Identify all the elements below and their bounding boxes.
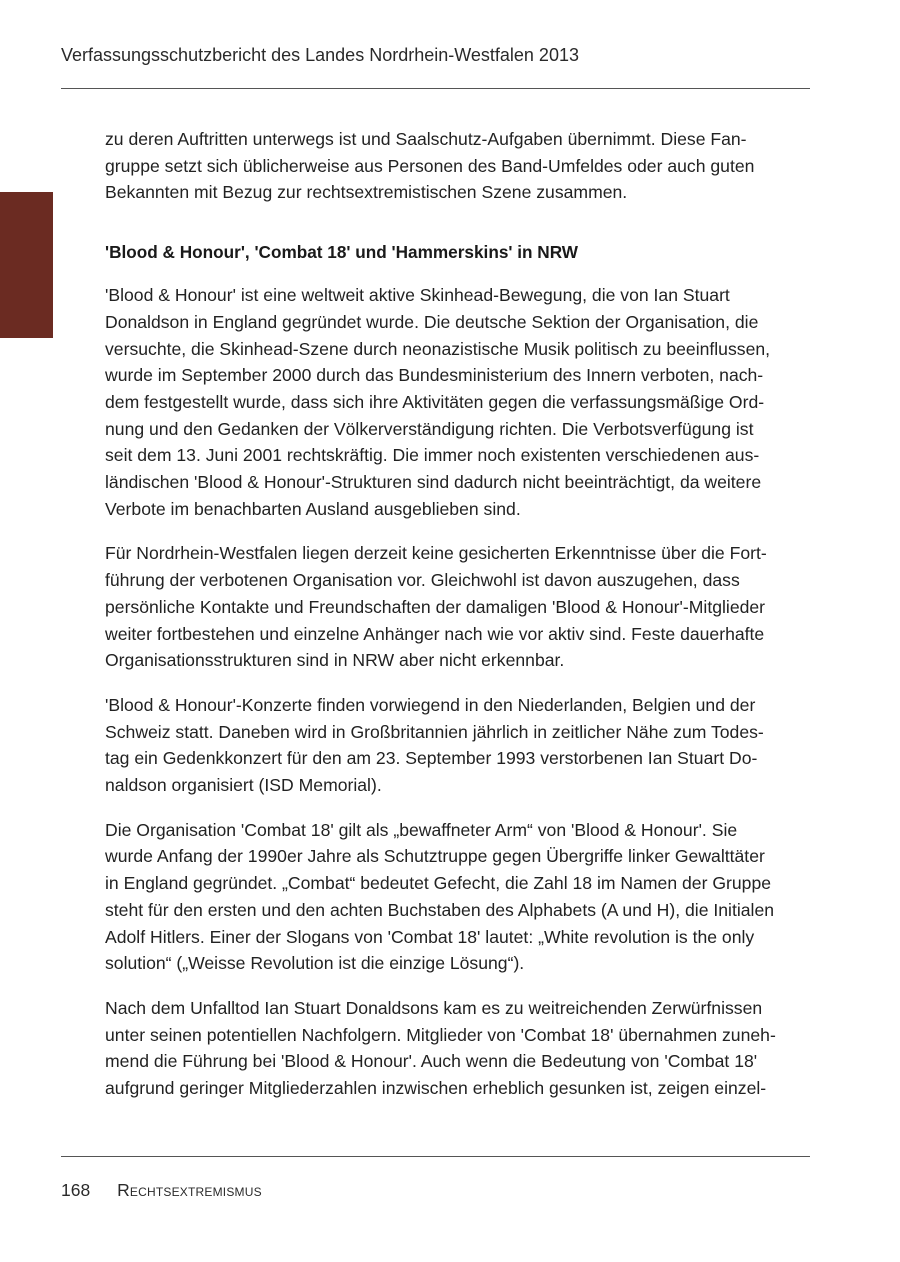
- paragraph-nrw: Für Nordrhein-Westfalen liegen derzeit keine gesicherten Erkenntnisse über die Fort- führung der verbotenen Organisation vor. Gleichwohl ist davon auszugehen, dass persönliche Kontakte und Freundschaften der damaligen 'Blood & Honour'-Mitglieder weiter fortbestehen und einzelne Anhänger nach wie vor aktiv sind. Feste dauerhafte Organisationsstrukturen sind in NRW aber nicht erkennbar.: [105, 543, 767, 671]
- footer-divider: [61, 1156, 810, 1157]
- paragraph-combat-18: Die Organisation 'Combat 18' gilt als „bewaffneter Arm“ von 'Blood & Honour'. Sie wurde Anfang der 1990er Jahre als Schutztruppe gegen Übergriffe linker Gewalttäter in England gegründet. „Combat“ bedeutet Gefecht, die Zahl 18 im Namen der Gruppe steht für den ersten und den achten Buchstaben des Alphabets (A und H), die Initialen Adolf Hitlers. Einer der Slogans von 'Combat 18' lautet: „White revolution is the only solution“ („Weisse Revolution ist die einzige Lösung“).: [105, 819, 775, 974]
- page-footer: [61, 1180, 262, 1201]
- page-number: 168: [61, 1180, 91, 1200]
- paragraph-concerts: 'Blood & Honour'-Konzerte finden vorwiegend in den Niederlanden, Belgien und der Schweiz statt. Daneben wird in Großbritannien jährlich in zeitlicher Nähe zum Todes- tag ein Gedenkkonzert für den am 23. September 1993 verstorbenen Ian Stuart Do- naldson organisiert (ISD Memorial).: [105, 694, 764, 796]
- paragraph-successors: Nach dem Unfalltod Ian Stuart Donaldsons kam es zu weitreichenden Zerwürfnissen unter seinen potentiellen Nachfolgern. Mitglieder von 'Combat 18' übernahmen zuneh- mend die Führung bei 'Blood & Honour'. Auch wenn die Bedeutung von 'Combat 18' aufgrund geringer Mitgliederzahlen inzwischen erheblich gesunken ist, zeigen einzel-: [105, 997, 776, 1099]
- section-heading: 'Blood & Honour', 'Combat 18' und 'Hammerskins' in NRW: [105, 242, 579, 263]
- intro-paragraph: zu deren Auftritten unterwegs ist und Saalschutz-Aufgaben übernimmt. Diese Fan- gruppe setzt sich üblicherweise aus Personen des Band-Umfeldes oder auch guten Bekannten mit Bezug zur rechtsextremistischen Szene zusammen.: [105, 129, 755, 203]
- paragraph-blood-honour: 'Blood & Honour' ist eine weltweit aktive Skinhead-Bewegung, die von Ian Stuart Donaldson in England gegründet wurde. Die deutsche Sektion der Organisation, die versuchte, die Skinhead-Szene durch neonazistische Musik politisch zu beeinflussen, wurde im September 2000 durch das Bundesministerium des Innern verboten, nach- dem festgestellt wurde, dass sich ihre Aktivitäten gegen die verfassungsmäßige Ord- nung und den Gedanken der Völkerverständigung richten. Die Verbotsverfügung ist seit dem 13. Juni 2001 rechtskräftig. Die immer noch existenten verschiedenen aus- ländischen 'Blood & Honour'-Strukturen sind dadurch nicht beeinträchtigt, da weitere Verbote im benachbarten Ausland ausgeblieben sind.: [105, 285, 771, 519]
- header-title: Verfassungsschutzbericht des Landes Nordrhein-Westfalen 2013: [61, 45, 579, 65]
- chapter-tab-marker: [0, 192, 53, 338]
- footer-section-name: Rechtsextremismus: [117, 1180, 262, 1200]
- header-divider: [61, 88, 810, 89]
- page-content: [105, 126, 815, 1120]
